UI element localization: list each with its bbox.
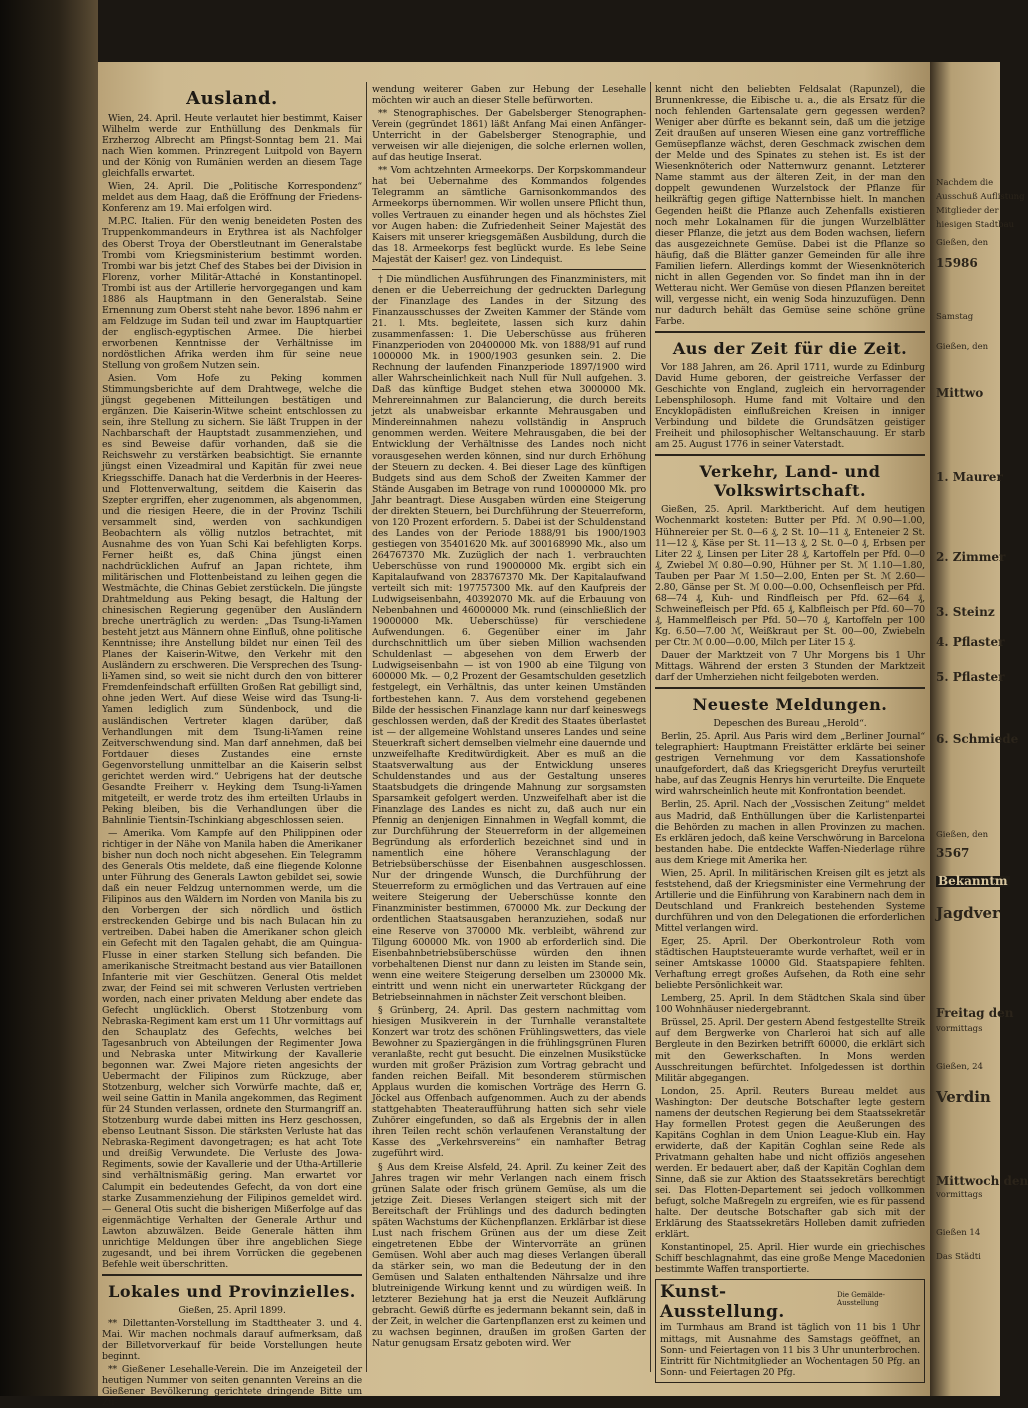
advertisement-box — [655, 1279, 925, 1382]
article-paragraph: wendung weiterer Gaben zur Hebung der Lesehalle möchten wir auch an dieser Stelle befürworten. — [372, 84, 646, 107]
article-paragraph: kennt nicht den beliebten Feldsalat (Rapunzel), die Brunnenkresse, die Eibische u. a., die als Ersatz für die noch fehlenden Gartensalate gern gegessen werden? Weniger aber dürfte es bekannt sein, daß um die jetzige Zeit draußen auf unseren Wiesen eine ganz vortreffliche Gemüsepflanze wächst, deren Geschmack zwischen dem der Melde und des Spinates zu stehen ist. Es ist der Wiesenknöterich oder Natternwurz genannt. Letzterer Name stammt aus der älteren Zeit, in der man den doppelt gewundenen Wurzelstock der Pflanze für heilkräftig gegen giftige Natternbisse hielt. In manchen Gegenden heißt die Pflanze auch Zehenfalls existieren noch mehr Lokalnamen für die jungen Wurzelblätter dieser Pflanze, die jetzt aus dem Boden wachsen, liefern das ausgezeichnete Gemüse. Dabei ist die Pflanze so häufig, daß die Blätter ganzer Gemeinden für alle ihre Familien liefern. Allerdings kommt der Wiesenknöterich nicht in allen Gegenden vor. So findet man ihn in der Wetterau nicht. Wer Gemüse von diesen Pflanzen bereitet will, vergesse nicht, ein wenig Soda hinzuzufügen. Denn nur dadurch behält das Gemüse seine schöne grüne Farbe. — [655, 84, 925, 327]
adjacent-page-line: Gießen, 24 — [936, 1062, 983, 1072]
news-item: Lemberg, 25. April. In dem Städtchen Skala sind über 100 Wohnhäuser niedergebrannt. — [655, 993, 925, 1016]
article-paragraph: ** Stenographisches. Der Gabelsberger Stenographen-Verein (gegründet 1861) läßt Anfang Mai einen Anfänger-Unterricht in der Gabelsberger Stenographie, und verweisen wir alle diejenigen, die solche erlernen wollen, auf das heutige Inserat. — [372, 108, 646, 164]
column-separator — [366, 82, 367, 1372]
section-divider — [102, 1274, 362, 1276]
news-item: Berlin, 25. April. Nach der „Vossischen Zeitung“ meldet aus Madrid, daß Enthüllungen über die Karlistenpartei die Behörden zu machen in allen Provinzen zu machen. Es erklären jedoch, daß keine Verschwörung in Barcelona bestanden habe. Die entdeckte Waffen-Niederlage rühre aus dem Kriege mit Amerika her. — [655, 799, 925, 866]
book-gutter — [0, 0, 98, 1396]
article-paragraph: ** Vom achtzehnten Armeekorps. Der Korpskommandeur hat bei Uebernahme des Kommandos folgendes Telegramm an sämtliche Garnisonkommandos des Armeekorps übernommen. Wir wollen unsere Pflicht thun, volles Vertrauen zu einander hegen und als höchstes Ziel vor Augen haben: die Zufriedenheit Seiner Majestät des Kaisers mit unserer kriegsgemäßen Ausbildung, durch die das 18. Armeekorps fest beglückt wurde. Es lebe Seine Majestät der Kaiser! gez. von Lindequist. — [372, 165, 646, 265]
section-heading-ausland: Ausland. — [186, 88, 278, 109]
article-paragraph: § Grünberg, 24. April. Das gestern nachmittag vom hiesigen Musikverein in der Turnhalle veranstaltete Konzert war trotz des schönen Frühlingswetters, das viele Bewohner zu Spaziergängen in die frühlingsgrünen Fluren veranlaßte, recht gut besucht. Die einzelnen Musikstücke wurden mit großer Präzision zum Vortrag gebracht und fanden reichen Beifall. Mit besonderem stürmischen Applaus wurden die komischen Vorträge des Herrn G. Jöckel aus Offenbach aufgenommen. Auch zu der abends stattgehabten Theateraufführung hatten sich sehr viele Zuhörer eingefunden, so daß als Ergebnis der in allen ihren Teilen recht schön verlaufenen Veranstaltung der Kasse des „Verkehrsvereins“ ein namhafter Betrag zugeführt wird. — [372, 1004, 646, 1160]
news-item: Brüssel, 25. April. Der gestern Abend festgestellte Streik auf dem Bergwerke von Charleroi hat sich auf alle Bergleute in den Bezirken betrifft 60000, die erklärt sich mit den Gewerkschaften. In Mons werden Ausschreitungen befürchtet. Infolgedessen ist dorthin Militär abgegangen. — [655, 1017, 925, 1084]
adjacent-page-line: Jagdver — [936, 904, 1000, 922]
column-3 — [655, 84, 925, 1394]
adjacent-page-line: 5. Pflaster — [936, 670, 1005, 684]
article-paragraph: ** Dilettanten-Vorstellung im Stadttheater 3. und 4. Mai. Wir machen nochmals darauf aufmerksam, daß der Billetvorverkauf für beide Vorstellungen heute beginnt. — [102, 1317, 362, 1363]
section-divider — [655, 331, 925, 333]
adjacent-page-line: hiesigen Stadtbau — [936, 220, 1015, 230]
adjacent-page-line: Freitag den — [936, 1006, 1014, 1020]
adjacent-page-line: Mittwoch den — [936, 1174, 1028, 1188]
adjacent-page-line: Nachdem die — [936, 178, 994, 188]
adjacent-page-line: 3567 — [936, 846, 970, 860]
adjacent-page — [930, 62, 1028, 1396]
news-item: Berlin, 25. April. Aus Paris wird dem „Berliner Journal“ telegraphiert: Hauptmann Freistätter erklärte bei seiner gestrigen Vernehmung vor dem Kassationshofe unaufgefordert, daß das Kriegsgericht Dreyfus verurteilt habe, auf das Zeugnis Henrys hin verurteilte. Die Enquete wird wahrscheinlich heute mit Konfrontation beendet. — [655, 731, 925, 798]
adjacent-page-line: Gießen, den — [936, 342, 989, 352]
adjacent-page-line: Bekanntm — [938, 874, 1008, 888]
adjacent-page-line: Mitglieder der — [936, 206, 999, 216]
column-separator — [650, 82, 651, 1372]
article-paragraph: Wien, 24. April. Die „Politische Korrespondenz“ meldet aus dem Haag, daß die Eröffnung der Friedens-Konferenz am 19. Mai erfolgen wird. — [102, 181, 362, 215]
news-item: London, 25. April. Reuters Bureau meldet aus Washington: Der deutsche Botschafter legte gestern namens der deutschen Regierung bei dem Staatssekretär Hay formellen Protest gegen die Aeußerungen des Kapitäns Coghlan in dem Union League-Klub ein. Hay erwiderte, daß der Kapitän Coghlan seine Rede als Privatmann gehalten habe und nicht offiziös angesehen werden. Er bedauert aber, daß der Kapitän Coghlan dem Sinne, daß sie zur Aktion des Staatssekretärs berechtigt sei. Das Flotten-Departement sei jedoch vollkommen befugt, solche Maßregeln zu ergreifen, wie es für passend halte. Der deutsche Botschafter gab sich mit der Erklärung des Staatssekretärs Holleben damit zufrieden erklärt. — [655, 1085, 925, 1241]
section-divider — [655, 687, 925, 689]
section-subheading: Depeschen des Bureau „Herold“. — [713, 718, 867, 730]
column-1 — [102, 82, 362, 1408]
adjacent-page-line: Ausschuß Auflistung — [936, 192, 1025, 202]
adjacent-page-line: Gießen, den — [936, 830, 989, 840]
adjacent-page-line: vormittags — [936, 1024, 983, 1034]
column-2 — [372, 84, 646, 1384]
adjacent-page-line: Samstag — [936, 312, 974, 322]
dateline: Gießen, 25. April 1899. — [178, 1304, 286, 1316]
adjacent-page-line: 4. Pflaster — [936, 635, 1005, 649]
market-note: Dauer der Marktzeit von 7 Uhr Morgens bis 1 Uhr Mittags. Während der ersten 3 Stunden der Marktzeit darf der Umherziehen nicht feilgeboten werden. — [655, 650, 925, 684]
adjacent-page-line: 2. Zimmer — [936, 550, 1006, 564]
adjacent-page-line: Gießen, den — [936, 238, 989, 248]
section-heading-verkehr: Verkehr, Land- und Volkswirtschaft. — [699, 462, 881, 501]
adjacent-page-line: Das Städti — [936, 1252, 981, 1262]
adjacent-page-line: 15986 — [936, 256, 978, 270]
adjacent-page-line: 3. Steinz — [936, 605, 995, 619]
section-heading-neueste: Neueste Meldungen. — [692, 695, 888, 715]
article-paragraph: M.P.C. Italien. Für den wenig beneideten Posten des Truppenkommandeurs in Erythrea ist als Nachfolger des Oberst Troya der Oberstleutnant im Generalstabe Trombi vom Kriegsministerium bestimmt worden. Trombi war bis jetzt Chef des Stabes bei der Division in Florenz, vorher Militär-Attaché in Konstantinopel. Trombi ist aus der Artillerie hervorgegangen und kam 1886 als Hauptmann in den Generalstab. Seine Ernennung zum Oberst steht nahe bevor. 1896 nahm er am Feldzuge im Sudan teil und zwar im Hauptquartier der englisch-egyptischen Armee. Die hierbei erworbenen Kenntnisse der Verhältnisse im nordöstlichen Afrika werden ihm für seine neue Stellung von großem Nutzen sein. — [102, 216, 362, 372]
article-divider — [372, 269, 646, 270]
adjacent-page-line: vormittags — [936, 1190, 983, 1200]
section-divider — [655, 454, 925, 456]
news-item: Konstantinopel, 25. April. Hier wurde ein griechisches Schiff beschlagnahmt, das eine große Menge Macedonien bestimmte Waffen transportierte. — [655, 1242, 925, 1276]
article-paragraph: † Die mündlichen Ausführungen des Finanzministers, mit denen er die Ueberreichung der gedruckten Darlegung der Finanzlage des Landes in der Sitzung des Finanzausschusses der Zweiten Kammer der Stände vom 21. l. Mts. begleitete, lassen sich kurz dahin zusammenfassen: 1. Die Ueberschüsse aus früheren Finanzperioden von 20400000 Mk. von 1888/91 auf rund 1000000 Mk. in 1900/1903 gesunken sein. 2. Die Rechnung der laufenden Finanzperiode 1897/1900 wird aller Wahrscheinlichkeit nach Null für Null aufgehen. 3. Daß das künftige Budget stehen etwa 3000000 Mk. Mehrereinnahmen zur Balancierung, die durch bereits jetzt als unabweisbar erkannte Mehrausgaben und Mindereinnahmen nahezu vollständig in Anspruch genommen werden. Weitere Mehrausgaben, die bei der Entwicklung der Verhältnisse des Landes noch nicht vorausgesehen werden können, sind nur durch Erhöhung der Steuern zu decken. 4. Bei dieser Lage des künftigen Budgets sind aus dem Schoß der Zweiten Kammer der Stände Ausgaben im Betrage von rund 10000000 Mk. pro Jahr beantragt. Diese Ausgaben würden eine Steigerung der direkten Steuern, bei Durchführung der Steuerreform, von 120 Prozent erfordern. 5. Dabei ist der Schuldenstand des Landes von der Periode 1888/91 bis 1900/1903 gestiegen von 35401620 Mk. auf 300168990 Mk., also um 264767370 Mk. Zuzüglich der nach 1. verbrauchten Ueberschüsse von rund 19000000 Mk. ergibt sich ein Kapitalaufwand von 283767370 Mk. Der Kapitalaufwand verteilt sich mit: 197757300 Mk. auf den Kaufpreis der Ludwigseisenbahn, 40392070 Mk. auf die Erbauung von Nebenbahnen und 46000000 Mk. rund (einschließlich der 19000000 Mk. Ueberschüsse) für verschiedene Aufwendungen. 6. Gegenüber einer im Jahr durchschnittlich um über sieben Million wachsenden Schuldenlast — abgesehen von dem Erwerb der Ludwigseisenbahn — ist von 1900 ab eine Tilgung von 600000 Mk. — 0,2 Prozent der Gesamtschulden gesetzlich festgelegt, ein Verhältnis, das unter keinen Umständen fortbestehen kann. 7. Aus dem vorstehend gegebenen Bilde der hessischen Finanzlage kann nur darf keineswegs geschlossen werden, daß der Kredit des Staates überlastet ist — der allgemeine Wohlstand unseres Landes und seine Steuerkraft sichert demselben vielmehr eine dauernde und unzweifelhafte Kreditwürdigkeit. Aber es muß an die Staatsverwaltung aus der Entwicklung unseres Schuldenstandes und aus der Gestaltung unseres Staatsbudgets die dringende Mahnung zur sorgsamsten Sparsamkeit gefolgert werden. Unzweifelhaft aber ist die Finanzlage des Landes es nicht zu, daß auch nur ein Pfennig an denjenigen Einnahmen in Wegfall kommt, die zur Durchführung der Steuerreform in der allgemeinen Begründung als erforderlich bezeichnet sind und in namentlich eine höhere Veranschlagung der Betriebsüberschüsse der Eisenbahnen ausgeschlossen. Nur der dringende Wunsch, die Durchführung der Steuerreform zu ermöglichen und das Vertrauen auf eine weitere Steigerung der Ueberschüsse konnte den Finanzminister bestimmen, 670000 Mk. zur Deckung der ordentlichen Staatsausgaben heranzuziehen, sodaß nur eine Reserve von 370000 Mk. verbleibt, während zur Tilgung 600000 Mk. von 1900 ab erforderlich sind. Die Eisenbahnbetriebsüberschüsse würden den ihnen vorbehaltenen Dienst nur dann zu leisten im Stande sein, wenn eine weitere Steigerung derselben um 230000 Mk. eintritt und wenn nicht ein unerwarteter Rückgang der Betriebseinnahmen in nächster Zeit verschont bleiben. — [372, 273, 646, 1003]
section-heading-lokales: Lokales und Provinzielles. — [108, 1281, 356, 1301]
advertisement-title: Kunst-Ausstellung. — [660, 1282, 785, 1323]
article-paragraph: ** Gießener Lesehalle-Verein. Die im Anzeigeteil der heutigen Nummer von seiten genannten Vereins an die Gießener Bevölkerung gerichtete dringende Bitte um Zu- — [102, 1364, 362, 1408]
adjacent-page-line: 1. Maurer — [936, 470, 1003, 484]
adjacent-page-line: 6. Schmiede — [936, 732, 1019, 746]
adjacent-page-line: Verdin — [936, 1088, 991, 1106]
advertisement-aside: Die Gemälde-Ausstellung — [837, 1291, 886, 1308]
newspaper-page — [98, 62, 930, 1408]
article-paragraph: § Aus dem Kreise Alsfeld, 24. April. Zu keiner Zeit des Jahres tragen wir mehr Verlangen nach einem frisch grünen Salate oder frisch grünem Gemüse, als um die jetzige Zeit. Dieses Verlangen steigert sich mit der Bereitschaft der Frühlings und des dadurch bedingten späten Wachstums der Küchenpflanzen. Erklärbar ist diese Lust nach frischem Grünen aus der um diese Zeit eingetretenen Ebbe der Wintervorräte an grünen Gemüsen. Wohl aber auch mag dieses Verlangen überall da stärker sein, wo man die Bedeutung der in den Gemüsen und Salaten enthaltenden Nährsalze und ihre blutreinigende Wirkung kennt und zu würdigen weiß. In letzterer Beziehung hat ja erst die Neuzeit Aufklärung gebracht. Gewiß dürfte es jedermann bekannt sein, daß in der Zeit, in welcher die Gartenpflanzen erst zu keimen und zu wachsen beginnen, draußen im großen Garten der Natur genugsam Ersatz geboten wird. Wer — [372, 1161, 646, 1350]
advertisement-text: im Turmhaus am Brand ist täglich von 11 bis 1 Uhr mittags, mit Ausnahme des Samstags geöffnet, an Sonn- und Feiertagen von 11 bis 3 Uhr ununterbrochen. Eintritt für Nichtmitglieder an Wochentagen 50 Pfg. an Sonn- und Feiertagen 20 Pfg. — [660, 1322, 920, 1378]
section-heading-zeit: Aus der Zeit für die Zeit. — [672, 339, 908, 359]
article-paragraph: Vor 188 Jahren, am 26. April 1711, wurde zu Edinburg David Hume geboren, der geistreiche Verfasser der Geschichte von England, zugleich ein hervorragender Lebensphilosoph. Hume fand mit Voltaire und den Encyklopädisten einflußreichen Kreisen in inniger Verbindung und bildete die Grundsätzen geistiger Freiheit und philosophischer Weltanschauung. Er starb am 25. August 1776 in seiner Vaterstadt. — [655, 362, 925, 451]
adjacent-page-line: Gießen 14 — [936, 1228, 981, 1238]
news-item: Wien, 25. April. In militärischen Kreisen gilt es jetzt als feststehend, daß der Kriegsminister eine Vermehrung der Artillerie und die Einführung von Karabinern nach dem in Deutschland und Frankreich bestehenden Systeme durchführen und von den Delegationen die erforderlichen Mittel verlangen wird. — [655, 867, 925, 934]
article-paragraph: Asien. Vom Hofe zu Peking kommen Stimmungsberichte auf dem Drahtwege, welche die jüngst gegebenen Mitteilungen bestätigen und ergänzen. Die Kaiserin-Witwe scheint entschlossen zu sein, ihre Stellung zu sichern. Sie läßt Truppen in der Nachbarschaft der Hauptstadt zusammenziehen, und es sind Beweise dafür vorhanden, daß sie die Reichswehr zu verstärken beabsichtigt. Sie ernannte jüngst einen Vizeadmiral und Kapitän für zwei neue Kriegsschiffe. Danach hat die Verderbnis in der Heeres- und Flottenverwaltung, seitdem die Kaiserin das Szepter ergriffen, eher zugenommen, als abgenommen, und die riesigen Heere, die in der Provinz Tschili versammelt sind, werden von sachkundigen Beobachtern als völlig nutzlos betrachtet, mit Ausnahme des von Yuan Schi Kai befehligten Korps. Ferner heißt es, daß China jüngst einen nachdrücklichen Aufruf an Japan richtete, ihm militärischen und Flottenbeistand zu leihen gegen die Westmächte, die Chinas Gebiet zerstückeln. Die jüngste Drahtmeldung aus Peking besagt, die Haltung der chinesischen Regierung gegenüber den Ausländern breche unerträglich zu werden: „Das Tsung-li-Yamen besteht jetzt aus Männern ohne Einfluß, ohne politische Kenntnisse; ihre Anstellung bildet nur einen Teil des Planes der Kaiserin-Witwe, den Verkehr mit den Ausländern zu erschweren. Die Versprechen des Tsung-li-Yamen sind, so weit sie nicht durch den von bitterer Fremdenfeindschaft erfüllten Großen Rat gebilligt sind, ohne jeden Wert. Auf diese Weise wird das Tsung-li-Yamen lediglich zum Sündenbock, und die ausländischen Vertreter klagen darüber, daß Verhandlungen mit dem Tsung-li-Yamen reine Zeitverschwendung sind. Man darf annehmen, daß bei Fortdauer dieses Zustandes eine ernste Gegenvorstellung unmittelbar an die Kaiserin selbst gerichtet werden wird.“ Uebrigens hat der deutsche Gesandte Freiherr v. Heyking dem Tsung-li-Yamen mitgeteilt, er werde trotz des ihm erteilten Urlaubs in Peking bleiben, bis die Verhandlungen über die Bahnlinie Tientsin-Tschinkiang abgeschlossen seien. — [102, 373, 362, 826]
article-paragraph: Wien, 24. April. Heute verlautet hier bestimmt, Kaiser Wilhelm werde zur Enthüllung des Denkmals für Erzherzog Albrecht am Pfingst-Sonntag bem 21. Mai nach Wien kommen. Prinzregent Luitpold von Bayern und der König von Rumänien werden an diesem Tage gleichfalls erwartet. — [102, 113, 362, 180]
news-item: Eger, 25. April. Der Oberkontroleur Roth vom städtischen Hauptsteueramte wurde verhaftet, weil er in seiner Amtskasse 10000 Gld. Staatspapiere fehlten. Verhaftung erregt großes Aufsehen, da Roth eine sehr beliebte Persönlichkeit war. — [655, 936, 925, 992]
market-report: Gießen, 25. April. Marktbericht. Auf dem heutigen Wochenmarkt kosteten: Butter per Pfd. ℳ 0.90—1.00, Hühnereier per St. 0—6 ₰, 2 St. 10—11 ₰, Enteneier 2 St. 11—12 ₰, Käse per St. 11—13 ₰, 2 St. 0—0 ₰, Erbsen per Liter 22 ₰, Linsen per Liter 28 ₰, Kartoffeln per Pfd. 0—0 ₰, Zwiebel ℳ 0.80—0.90, Hühner per St. ℳ 1.10—1.80, Tauben per Paar ℳ 1.50—2.00, Enten per St. ℳ 2.60—2.80, Gänse per St. ℳ 0.00—0.00, Ochsenfleisch per Pfd. 68—74 ₰, Kuh- und Rindfleisch per Pfd. 62—64 ₰, Schweinefleisch per Pfd. 65 ₰, Kalbfleisch per Pfd. 60—70 ₰, Hammelfleisch per Pfd. 50—70 ₰, Kartoffeln per 100 Kg. 6.50—7.00 ℳ, Weißkraut per St. 00—00, Zwiebeln per Ctr. ℳ 0.00—0.00, Milch per Liter 15 ₰. — [655, 504, 925, 648]
article-paragraph: — Amerika. Vom Kampfe auf den Philippinen oder richtiger in der Nähe von Manila haben die Amerikaner bisher nun doch noch nicht abgesehen. Ein Telegramm des Generals Otis meldete, daß eine fliegende Kolonne unter Führung des Generals Lawton gebildet sei, sowie daß ein neuer Feldzug unternommen werde, um die Filipinos aus den Wäldern im Norden von Manila bis zu den Vorbergen der sich nördlich und östlich erstreckenden Gebirge und bis nach Bulacan hin zu vertreiben. Dabei haben die Amerikaner schon gleich ein Gefecht mit den Tagalen gehabt, die am Quingua-Flusse in einer starken Stellung sich befanden. Die amerikanische Streitmacht bestand aus vier Bataillonen Infanterie mit vier Geschützen. General Otis meldet zwar, der Feind sei mit schweren Verlusten vertrieben worden, nach einer privaten Meldung aber endete das Gefecht unglücklich. Oberst Stotzenburg vom Nebraska-Regiment kam erst um 11 Uhr vormittags auf den Schauplatz des Gefechts, welches bei Tagesanbruch von Abteilungen der Regimenter Jowa und Nebraska unter Mitwirkung der Kavallerie begonnen war. Zwei Majore rieten angesichts der Uebermacht der Filipinos zum Rückzuge, aber Stotzenburg, welcher sich Vorwürfe machte, daß er, weil seine Gattin in Manila angekommen, das Regiment für 24 Stunden verlassen, ordnete den Sturmangriff an. Stotzenburg wurde dabei mitten ins Herz geschossen, ebenso Leutnant Sisson. Die stärksten Verluste hat das Nebraska-Regiment davongetragen; es hat acht Tote und dreißig Verwundete. Die Verluste des Jowa-Regiments, sowie der Kavallerie und der Utha-Artillerie sind verhältnismäßig gering. Man erwartet vor Calumpit ein bedeutendes Gefecht, da von dort eine starke Zusammenziehung der Filipinos gemeldet wird. — General Otis sucht die bisherigen Mißerfolge auf das eigenmächtige Verhalten der Generale Arthur und Lawton abzuwälzen. Beide Generale hätten ihm unrichtige Meldungen über ihre angeblichen Siege zugesandt, und bei ihrem Vorrücken die gegebenen Befehle weit überschritten. — [102, 828, 362, 1270]
adjacent-page-line: Mittwo — [936, 386, 984, 400]
